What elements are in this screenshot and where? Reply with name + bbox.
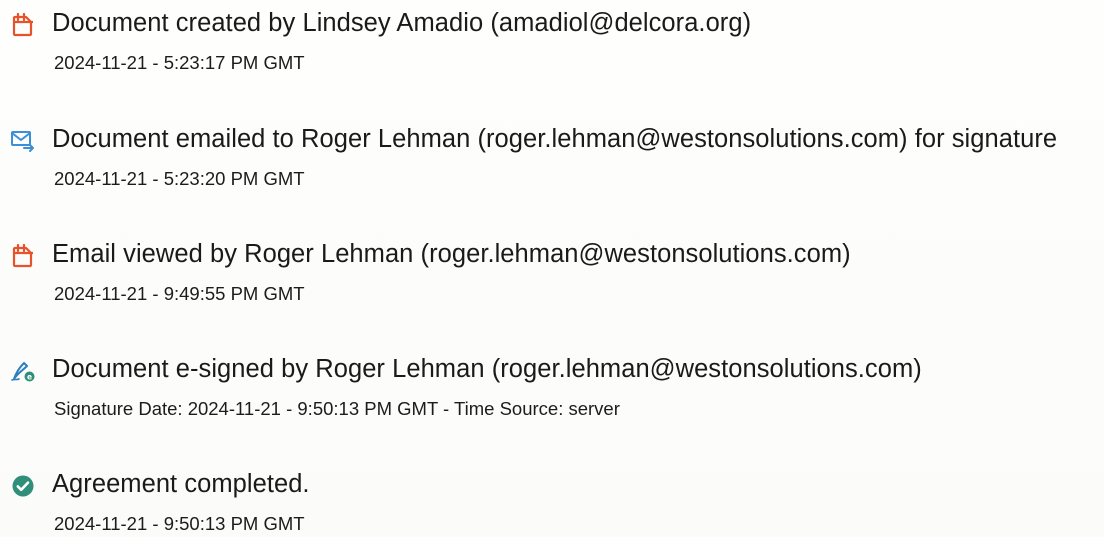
event-title: Document created by Lindsey Amadio (amadiol@delcora.org): [52, 9, 752, 37]
event-timestamp: 2024-11-21 - 9:49:55 PM GMT: [54, 283, 305, 304]
document-icon: [10, 244, 36, 268]
audit-event: [0, 468, 1104, 537]
checkmark-circle-icon: [10, 474, 36, 498]
svg-text:e: e: [26, 372, 33, 382]
e-sign-icon: [10, 359, 36, 383]
email-send-icon: [10, 129, 36, 153]
document-icon: [10, 13, 36, 37]
audit-event: [0, 7, 1104, 107]
audit-event: [0, 123, 1104, 223]
event-timestamp: 2024-11-21 - 5:23:20 PM GMT: [54, 168, 305, 189]
event-title: Agreement completed.: [52, 470, 310, 498]
audit-event: [0, 353, 1104, 453]
audit-event: [0, 238, 1104, 338]
event-title: Email viewed by Roger Lehman (roger.lehman@westonsolutions.com): [52, 240, 851, 268]
event-timestamp: Signature Date: 2024-11-21 - 9:50:13 PM GMT - Time Source: server: [54, 398, 620, 419]
event-timestamp: 2024-11-21 - 9:50:13 PM GMT: [54, 513, 305, 534]
event-title: Document emailed to Roger Lehman (roger.lehman@westonsolutions.com) for signature: [52, 125, 1058, 153]
event-title: Document e-signed by Roger Lehman (roger.lehman@westonsolutions.com): [52, 355, 922, 383]
event-timestamp: 2024-11-21 - 5:23:17 PM GMT: [54, 52, 305, 73]
